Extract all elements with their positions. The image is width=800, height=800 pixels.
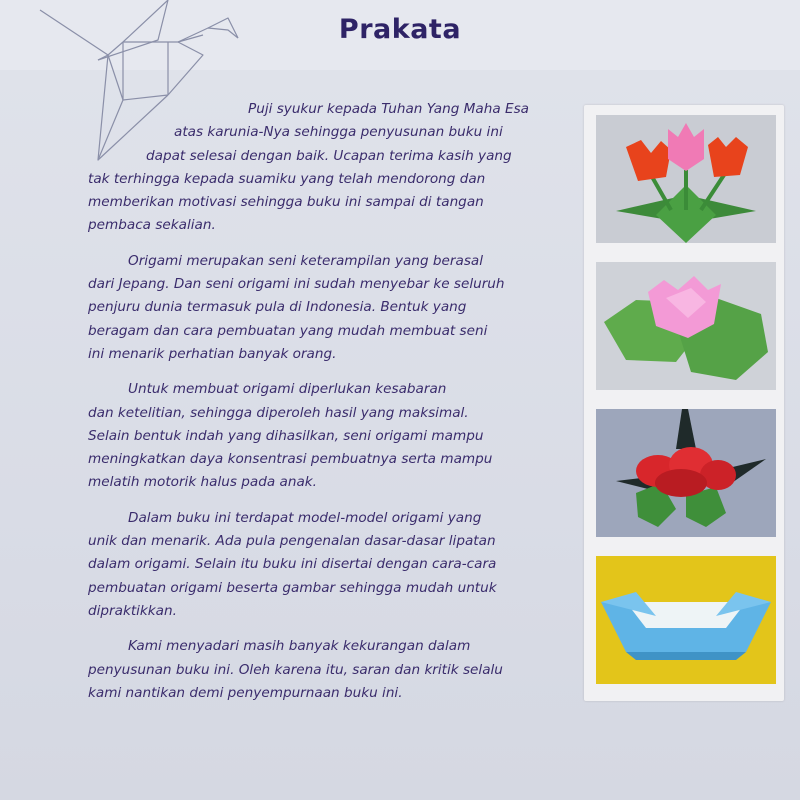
text-line: tak terhingga kepada suamiku yang telah mendorong dan [88, 170, 486, 187]
text-line: dipraktikkan. [88, 602, 177, 619]
text-line: ini menarik perhatian banyak orang. [88, 345, 337, 362]
text-line: atas karunia-Nya sehingga penyusunan buku ini [174, 124, 503, 141]
paragraph-1 [88, 98, 568, 238]
photo-origami-tulips [596, 115, 776, 243]
text-line: dari Jepang. Dan seni origami ini sudah menyebar ke seluruh [88, 276, 505, 293]
photo-origami-red-flower [596, 409, 776, 537]
paragraph-3 [88, 378, 568, 494]
text-line: Origami merupakan seni keterampilan yang berasal [128, 252, 484, 269]
text-line: penyusunan buku ini. Oleh karena itu, saran dan kritik selalu [88, 661, 503, 678]
text-line: meningkatkan daya konsentrasi pembuatnya serta mampu [88, 451, 493, 468]
text-line: dapat selesai dengan baik. Ucapan terima kasih yang [146, 147, 512, 164]
text-line: Puji syukur kepada Tuhan Yang Maha Esa [248, 101, 530, 117]
text-line: beragam dan cara pembuatan yang mudah membuat seni [88, 322, 488, 339]
paragraph-2 [88, 250, 568, 366]
text-line: Selain bentuk indah yang dihasilkan, seni origami mampu [88, 427, 484, 444]
paragraph-5 [88, 635, 568, 705]
text-line: penjuru dunia termasuk pula di Indonesia. Bentuk yang [88, 299, 467, 316]
text-line: dalam origami. Selain itu buku ini disertai dengan cara-cara [88, 556, 497, 573]
text-line: Untuk membuat origami diperlukan kesabaran [128, 381, 447, 398]
text-line: pembuatan origami beserta gambar sehingga mudah untuk [88, 579, 497, 596]
text-line: Kami menyadari masih banyak kekurangan dalam [128, 638, 471, 655]
photo-panel [584, 105, 784, 701]
text-line: memberikan motivasi sehingga buku ini sampai di tangan [88, 194, 484, 211]
text-line: unik dan menarik. Ada pula pengenalan dasar-dasar lipatan [88, 533, 496, 550]
text-line: dan ketelitian, sehingga diperoleh hasil yang maksimal. [88, 404, 469, 421]
text-line: melatih motorik halus pada anak. [88, 474, 317, 491]
photo-origami-boat [596, 556, 776, 684]
text-line: kami nantikan demi penyempurnaan buku ini. [88, 684, 403, 701]
paragraph-4 [88, 507, 568, 623]
text-line: pembaca sekalian. [88, 217, 216, 234]
photo-origami-water-lily [596, 262, 776, 390]
text-line: Dalam buku ini terdapat model-model origami yang [128, 509, 482, 526]
preface-body [88, 98, 568, 717]
page-title: Prakata [338, 14, 462, 45]
